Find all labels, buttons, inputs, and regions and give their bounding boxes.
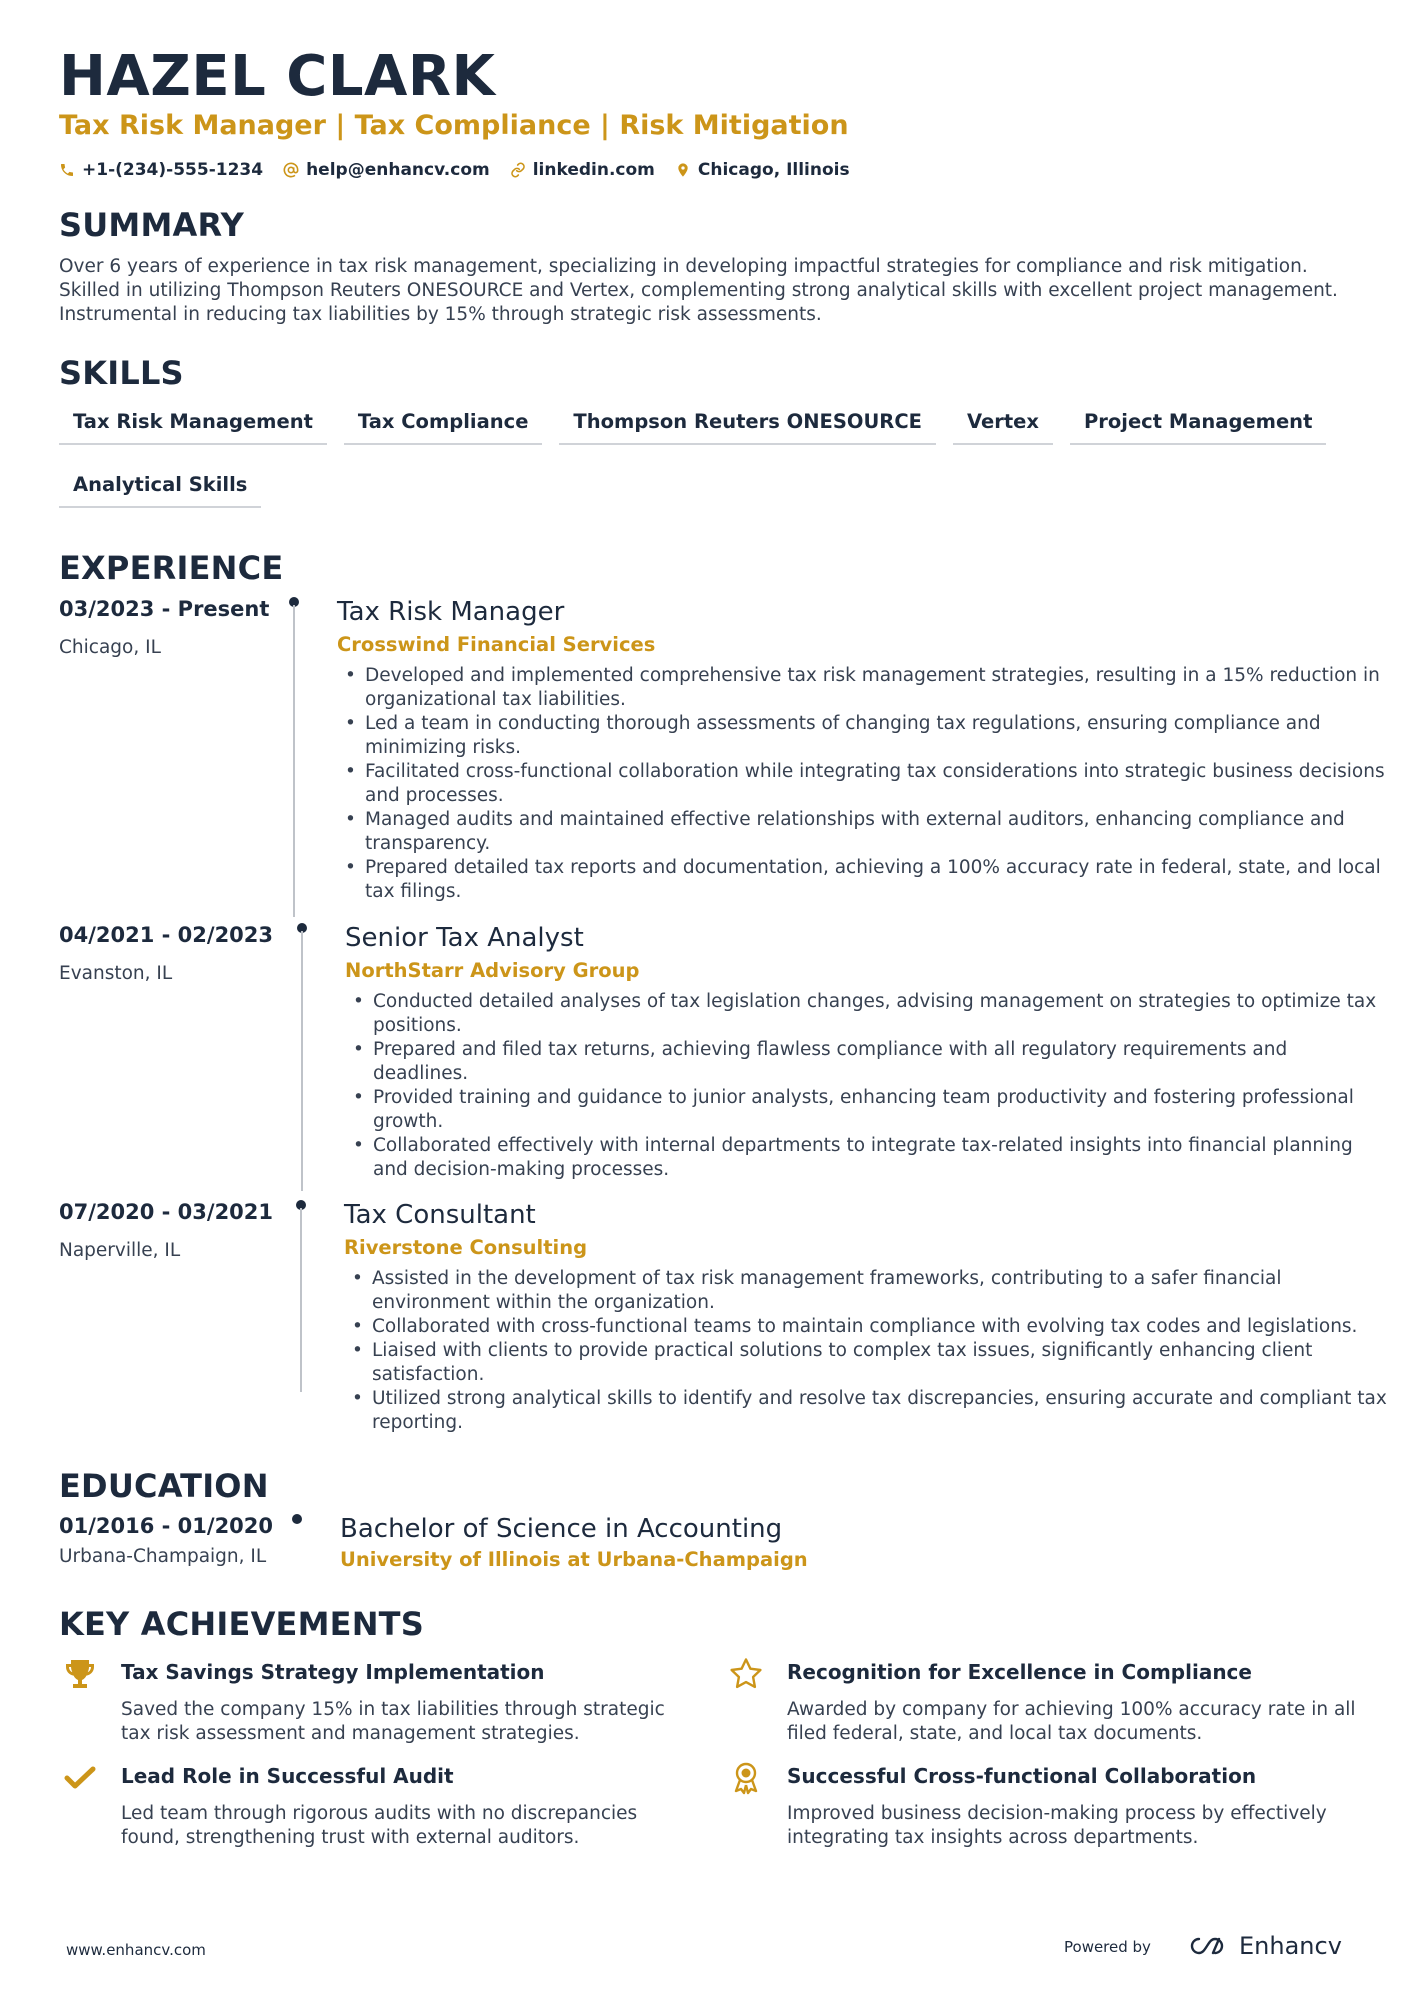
summary-heading: SUMMARY bbox=[59, 206, 244, 244]
experience-bullets bbox=[337, 664, 1387, 904]
location-text: Chicago, Illinois bbox=[697, 160, 850, 180]
link-icon bbox=[510, 162, 526, 178]
achievement-desc: Saved the company 15% in tax liabilities through strategic tax risk assessment and management strategies. bbox=[121, 1699, 665, 1744]
education-dates: 01/2016 - 01/2020 bbox=[59, 1514, 274, 1538]
experience-bullets bbox=[344, 1267, 1389, 1435]
education-heading: EDUCATION bbox=[59, 1467, 269, 1505]
footer-url[interactable]: www.enhancv.com bbox=[66, 1941, 206, 1959]
bullet-item: • Prepared detailed tax reports and documentation, achieving a 100% accuracy rate in federal, state, and local tax filings. bbox=[337, 856, 1387, 904]
bullet-item: • Led a team in conducting thorough assessments of changing tax regulations, ensuring compliance and minimizing risks. bbox=[337, 712, 1387, 760]
bullet-item: • Facilitated cross-functional collaboration while integrating tax considerations into strategic business decisions and processes. bbox=[337, 760, 1387, 808]
experience-role: Tax Consultant bbox=[344, 1200, 536, 1230]
medal-icon bbox=[728, 1760, 764, 1796]
bullet-item: • Conducted detailed analyses of tax legislation changes, advising management on strategies to optimize tax positions. bbox=[345, 990, 1387, 1038]
experience-company: Riverstone Consulting bbox=[344, 1236, 588, 1259]
summary-text: Over 6 years of experience in tax risk management, specializing in developing impactful strategies for compliance and risk mitigation. Skilled in utilizing Thompson Reuters ONESOURCE and Vertex, complementing strong analytical skills with excellent project management. Instrumental in reducing tax liabilities by 15% through strategic risk assessments. bbox=[59, 256, 1338, 325]
education-location: Urbana-Champaign, IL bbox=[59, 1546, 267, 1567]
skill-tag: Tax Compliance bbox=[344, 402, 543, 445]
at-icon bbox=[283, 162, 299, 178]
trophy-icon bbox=[62, 1656, 98, 1692]
contact-phone[interactable] bbox=[59, 160, 263, 180]
education-degree: Bachelor of Science in Accounting bbox=[340, 1514, 783, 1544]
skill-tag: Thompson Reuters ONESOURCE bbox=[559, 402, 936, 445]
experience-dates: 07/2020 - 03/2021 bbox=[59, 1200, 274, 1224]
timeline-line bbox=[293, 605, 295, 917]
achievement-title: Successful Cross-functional Collaboration bbox=[787, 1764, 1257, 1788]
location-pin-icon bbox=[675, 162, 691, 178]
timeline-line bbox=[300, 1208, 302, 1392]
contact-location bbox=[675, 160, 850, 180]
experience-dates: 03/2023 - Present bbox=[59, 597, 270, 621]
experience-location: Evanston, IL bbox=[59, 963, 173, 984]
candidate-title: Tax Risk Manager | Tax Compliance | Risk Mitigation bbox=[59, 110, 849, 141]
bullet-item: • Developed and implemented comprehensive tax risk management strategies, resulting in a 15% reduction in organizational tax liabilities. bbox=[337, 664, 1387, 712]
achievement-desc: Led team through rigorous audits with no discrepancies found, strengthening trust with external auditors. bbox=[121, 1803, 638, 1848]
experience-entry bbox=[59, 597, 1385, 917]
bullet-item: • Utilized strong analytical skills to identify and resolve tax discrepancies, ensuring accurate and compliant tax reporting. bbox=[344, 1387, 1389, 1435]
experience-dates: 04/2021 - 02/2023 bbox=[59, 923, 274, 947]
timeline-line bbox=[301, 931, 303, 1191]
achievement-title: Lead Role in Successful Audit bbox=[121, 1764, 454, 1788]
bullet-item: • Collaborated with cross-functional teams to maintain compliance with evolving tax codes and legislations. bbox=[344, 1315, 1389, 1339]
check-icon bbox=[62, 1760, 98, 1796]
phone-icon bbox=[59, 162, 75, 178]
enhancv-logo-text: Enhancv bbox=[1239, 1932, 1342, 1960]
experience-heading: EXPERIENCE bbox=[59, 549, 284, 587]
bullet-item: • Collaborated effectively with internal departments to integrate tax-related insights into financial planning and decision-making processes. bbox=[345, 1134, 1387, 1182]
skills-heading: SKILLS bbox=[59, 354, 184, 392]
phone-text: +1-(234)-555-1234 bbox=[82, 160, 264, 180]
bullet-item: • Managed audits and maintained effective relationships with external auditors, enhancing compliance and transparency. bbox=[337, 808, 1387, 856]
bullet-item: • Prepared and filed tax returns, achieving flawless compliance with all regulatory requirements and deadlines. bbox=[345, 1038, 1387, 1086]
email-text: help@enhancv.com bbox=[306, 160, 490, 180]
timeline-dot bbox=[292, 1514, 302, 1524]
achievement-desc: Awarded by company for achieving 100% accuracy rate in all filed federal, state, and local tax documents. bbox=[787, 1699, 1356, 1744]
education-school: University of Illinois at Urbana-Champaign bbox=[340, 1548, 808, 1571]
skill-tag: Tax Risk Management bbox=[59, 402, 327, 445]
powered-by-label: Powered by bbox=[1064, 1938, 1151, 1956]
experience-role: Senior Tax Analyst bbox=[345, 923, 584, 953]
contact-bar bbox=[59, 160, 850, 180]
achievement-title: Recognition for Excellence in Compliance bbox=[787, 1660, 1252, 1684]
enhancv-logo-icon bbox=[1183, 1934, 1229, 1958]
skills-list bbox=[59, 402, 1359, 508]
experience-location: Naperville, IL bbox=[59, 1240, 181, 1261]
experience-entry bbox=[59, 1200, 1387, 1433]
linkedin-text: linkedin.com bbox=[532, 160, 655, 180]
bullet-item: • Assisted in the development of tax risk management frameworks, contributing to a safer financial environment within the organization. bbox=[344, 1267, 1389, 1315]
bullet-item: • Provided training and guidance to junior analysts, enhancing team productivity and fostering professional growth. bbox=[345, 1086, 1387, 1134]
candidate-name: HAZEL CLARK bbox=[59, 44, 496, 109]
experience-location: Chicago, IL bbox=[59, 637, 161, 658]
experience-role: Tax Risk Manager bbox=[337, 597, 565, 627]
achievement-desc: Improved business decision-making process by effectively integrating tax insights across departments. bbox=[787, 1803, 1327, 1848]
star-icon bbox=[728, 1656, 764, 1692]
bullet-item: • Liaised with clients to provide practical solutions to complex tax issues, significantly enhancing client satisfaction. bbox=[344, 1339, 1389, 1387]
skill-tag: Project Management bbox=[1070, 402, 1326, 445]
experience-bullets bbox=[345, 990, 1387, 1182]
enhancv-logo[interactable] bbox=[1183, 1932, 1342, 1960]
experience-entry bbox=[59, 923, 1377, 1191]
experience-company: NorthStarr Advisory Group bbox=[345, 959, 640, 982]
skill-tag: Analytical Skills bbox=[59, 465, 261, 508]
contact-linkedin[interactable] bbox=[510, 160, 655, 180]
skill-tag: Vertex bbox=[953, 402, 1053, 445]
contact-email[interactable] bbox=[283, 160, 490, 180]
achievements-heading: KEY ACHIEVEMENTS bbox=[59, 1605, 424, 1643]
achievement-title: Tax Savings Strategy Implementation bbox=[121, 1660, 545, 1684]
education-entry bbox=[59, 1514, 1359, 1574]
experience-company: Crosswind Financial Services bbox=[337, 633, 656, 656]
